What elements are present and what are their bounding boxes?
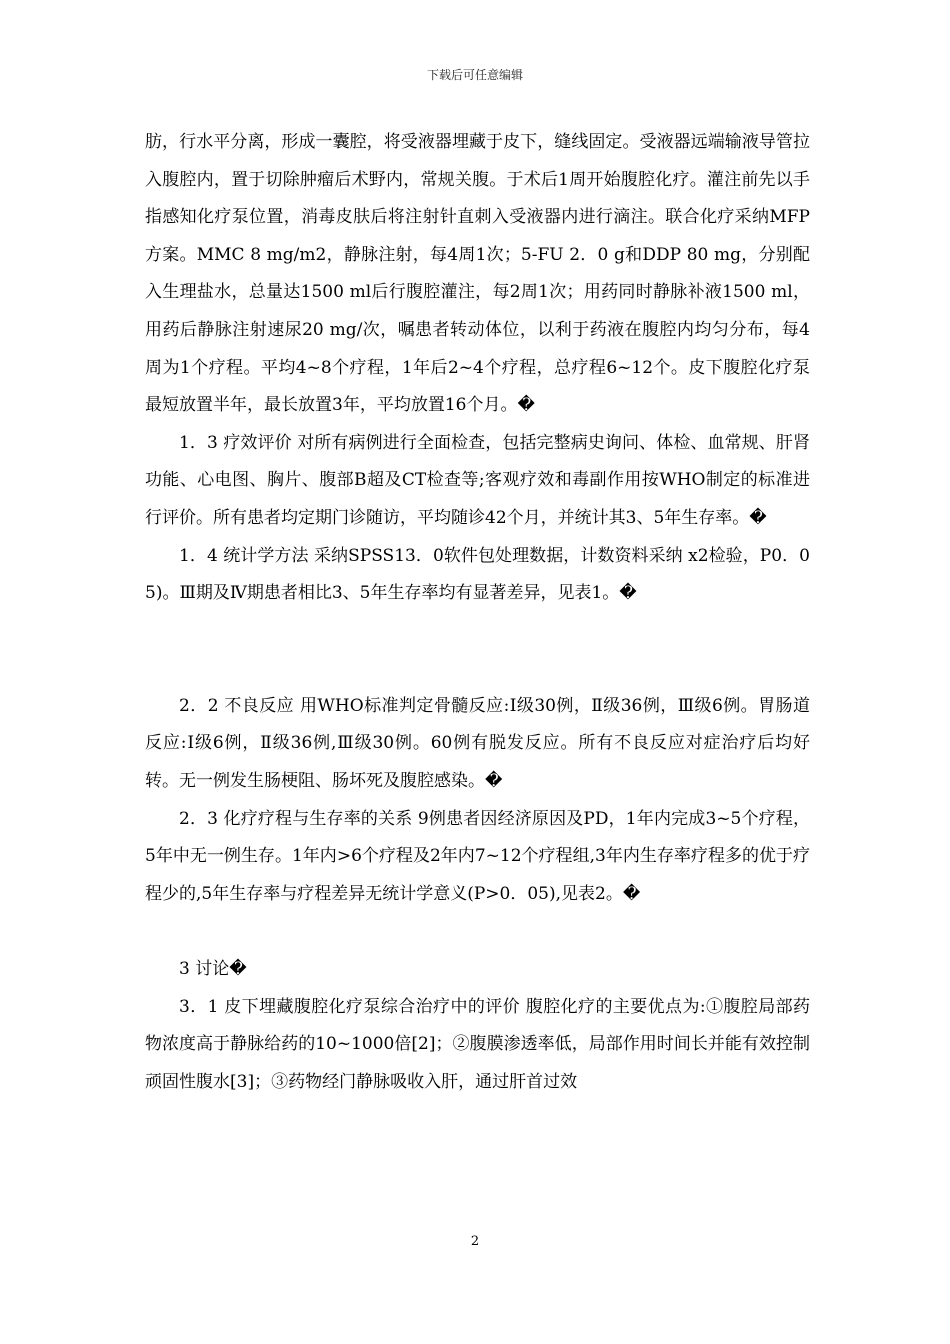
paragraph-course-survival: 2．3 化疗疗程与生存率的关系 9例患者因经济原因及PD，1年内完成3~5个疗程，5年中无一例生存。1年内>6个疗程及2年内7~12个疗程组,3年内生存率疗程多的优于疗程少的,5年生存率与疗程差异无统计学意义(P>0．05),见表2。� [145,808,810,904]
paragraph-statistics: 1．4 统计学方法 采纳SPSS13．0软件包处理数据，计数资料采纳 x2检验，P0．05)。Ⅲ期及Ⅳ期患者相比3、5年生存率均有显著差异，见表1。� [145,545,810,604]
page-number: 2 [470,1234,480,1249]
page-header: 下载后可任意编辑 [426,68,523,82]
paragraph-discussion-evaluation: 3．1 皮下埋藏腹腔化疗泵综合治疗中的评价 腹腔化疗的主要优点为:①腹腔局部药物浓度高于静脉给药的10~1000倍[2]；②腹膜渗透率低，局部作用时间长并能有效控制顽固性腹水[3]；③药物经门静脉吸收入肝，通过肝首过效 [145,996,810,1093]
blank-gap [145,913,810,951]
paragraph-efficacy-evaluation: 1．3 疗效评价 对所有病例进行全面检查，包括完整病史询问、体检、血常规、肝肾功能、心电图、胸片、腹部B超及CT检查等;客观疗效和毒副作用按WHO制定的标准进行评价。所有患者均定期门诊随访，平均随诊42个月，并统计其3、5年生存率。� [145,432,810,528]
blank-gap [145,613,810,688]
document-body [145,124,810,1102]
section-heading-discussion: 3 讨论� [179,959,247,980]
paragraph-adverse-reactions: 2．2 不良反应 用WHO标准判定骨髓反应:Ⅰ级30例，Ⅱ级36例，Ⅲ级6例。胃肠道反应:Ⅰ级6例，Ⅱ级36例,Ⅲ级30例。60例有脱发反应。所有不良反应对症治疗后均好转。无一例发生肠梗阻、肠坏死及腹腔感染。� [145,695,810,791]
paragraph-method-continued: 肪，行水平分离，形成一囊腔，将受液器埋藏于皮下，缝线固定。受液器远端输液导管拉入腹腔内，置于切除肿瘤后术野内，常规关腹。于术后1周开始腹腔化疗。灌注前先以手指感知化疗泵位置，消毒皮肤后将注射针直刺入受液器内进行滴注。联合化疗采纳MFP方案。MMC 8 mg/m2，静脉注射，每4周1次；5-FU 2．0 g和DDP 80 mg，分别配入生理盐水，总量达1500 ml后行腹腔灌注，每2周1次；用药同时静脉补液1500 ml，用药后静脉注射速尿20 mg/次，嘱患者转动体位，以利于药液在腹腔内均匀分布，每4周为1个疗程。平均4~8个疗程，1年后2~4个疗程，总疗程6~12个。皮下腹腔化疗泵最短放置半年，最长放置3年，平均放置16个月。� [145,132,810,416]
